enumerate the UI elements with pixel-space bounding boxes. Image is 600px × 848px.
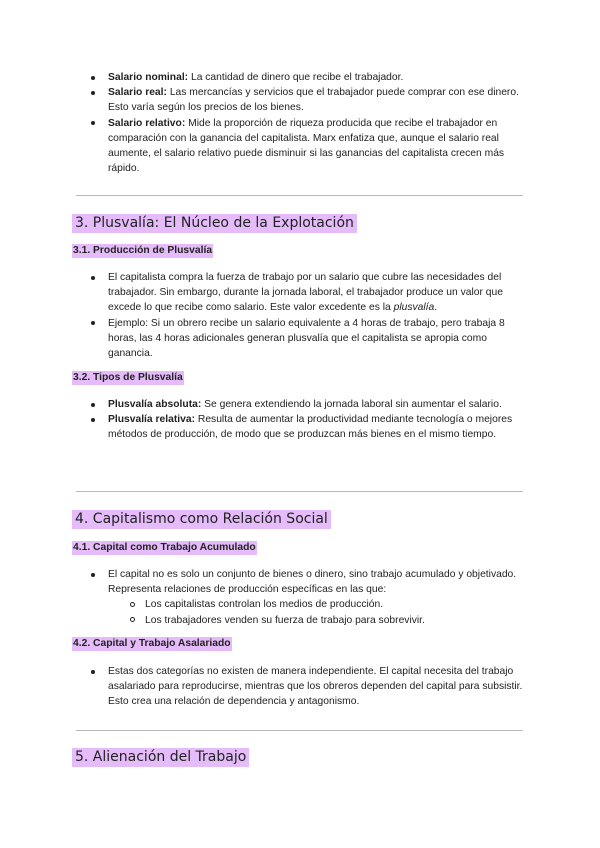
subsection-4-2-heading: 4.2. Capital y Trabajo Asalariado xyxy=(73,638,231,649)
sub-list-item xyxy=(145,613,528,628)
list-item xyxy=(108,397,528,412)
item-text: El capital no es solo un conjunto de bienes o dinero, sino trabajo acumulado y objetivado. Representa relaciones de producción específicas en las que: xyxy=(108,569,517,596)
list-item xyxy=(108,412,528,442)
surplus-types-list xyxy=(108,397,528,443)
item-punctuation: . xyxy=(434,302,438,314)
accumulated-capital-list xyxy=(108,567,528,628)
term-label: Salario nominal: xyxy=(108,72,189,83)
horizontal-rule xyxy=(76,730,523,731)
wage-labour-list xyxy=(108,664,528,710)
section-3-heading: 3. Plusvalía: El Núcleo de la Explotación xyxy=(72,214,357,233)
horizontal-rule xyxy=(76,195,523,196)
term-label: Salario relativo: xyxy=(108,117,186,129)
term-label: Salario real: xyxy=(108,87,167,99)
wage-types-list xyxy=(108,70,528,176)
subsection-4-1-heading: 4.1. Capital como Trabajo Acumulado xyxy=(73,542,256,553)
list-item xyxy=(108,316,528,362)
item-text: El capitalista compra la fuerza de trabajo por un salario que cubre las necesidades del trabajador. Sin embargo, durante la jornada laboral, el trabajador produce un valor que excede lo que recibe como salario. Este valor excedente es la xyxy=(108,272,503,314)
horizontal-rule xyxy=(76,491,523,492)
sub-list-item xyxy=(145,597,528,612)
list-item xyxy=(108,116,528,177)
term-definition: Se genera extendiendo la jornada laboral sin aumentar el salario. xyxy=(201,399,502,410)
term-definition: La cantidad de dinero que recibe el trabajador. xyxy=(188,72,404,83)
list-item xyxy=(108,567,528,597)
term-label: Plusvalía relativa: xyxy=(108,414,196,426)
item-text: Ejemplo: Si un obrero recibe un salario equivalente a 4 horas de trabajo, pero trabaja 8 horas, las 4 horas adicionales generan plusvalía que el capitalista se apropia como ganancia. xyxy=(108,317,505,360)
section-4-heading: 4. Capitalismo como Relación Social xyxy=(72,510,331,529)
term-definition: Resulta de aumentar la productividad mediante tecnología o mejores métodos de producción, de modo que se produzcan más bienes en el mismo tiempo. xyxy=(108,414,513,441)
emphasis-term: plusvalía xyxy=(393,302,435,314)
list-item xyxy=(108,70,528,85)
list-item xyxy=(108,270,528,316)
section-5-heading: 5. Alienación del Trabajo xyxy=(72,748,249,767)
subsection-3-1-heading: 3.1. Producción de Plusvalía xyxy=(73,245,213,256)
term-definition: Mide la proporción de riqueza producida que recibe el trabajador en comparación con la ganancia del capitalista. Marx enfatiza que, aunque el salario real aumente, el salario relativo puede disminuir si las ganancias del capitalista crecen más rápido. xyxy=(108,117,505,175)
term-label: Plusvalía absoluta: xyxy=(108,399,202,410)
surplus-production-list xyxy=(108,270,528,361)
term-definition: Las mercancías y servicios que el trabajador puede comprar con ese dinero. Esto varía según los precios de los bienes. xyxy=(108,87,519,114)
list-item xyxy=(108,85,528,115)
subsection-3-2-heading: 3.2. Tipos de Plusvalía xyxy=(73,372,183,383)
item-text: Los trabajadores venden su fuerza de trabajo para sobrevivir. xyxy=(145,614,425,626)
item-text: Los capitalistas controlan los medios de producción. xyxy=(145,599,384,611)
list-item xyxy=(108,664,528,710)
item-text: Estas dos categorías no existen de manera independiente. El capital necesita del trabajo asalariado para reproducirse, mientras que los obreros dependen del capital para subsistir. Esto crea una relación de dependencia y antagonismo. xyxy=(108,666,523,708)
